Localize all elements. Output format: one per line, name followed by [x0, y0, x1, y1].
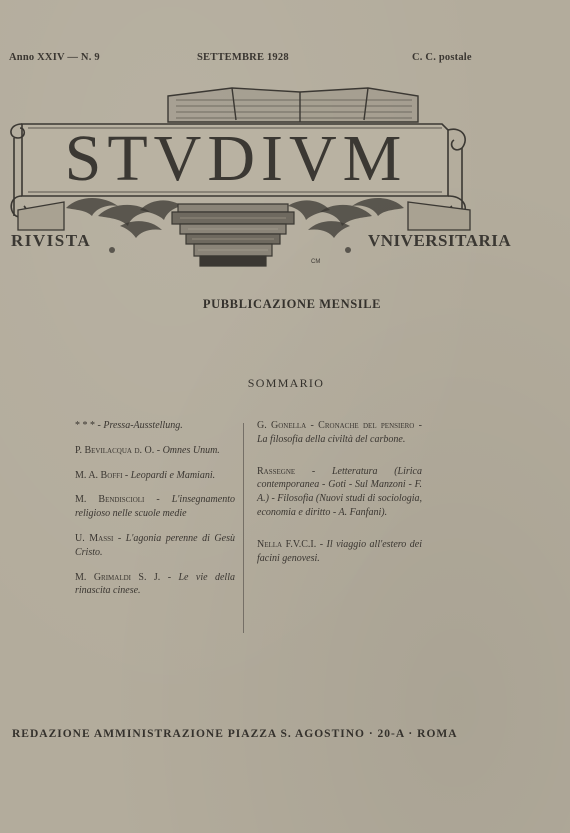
contents-entry: M. A. Boffi - Leopardi e Mamiani.: [75, 469, 216, 481]
entry-title: Pressa-Ausstellung.: [103, 420, 183, 431]
entry-title: Letteratura (Lirica contemporanea - Goti - Sul Manzoni - F. A.) - Filosofia (Nuovi studi di sociologia, economia e diritto - A. Fanfani).: [257, 465, 422, 518]
column-divider: [243, 423, 244, 633]
entry-title: Omnes Unum.: [162, 444, 220, 456]
contents-entry: M. Bendiscioli - L'insegnamento religioso nelle scuole medie: [75, 494, 235, 520]
issue-date: SETTEMBRE 1928: [197, 52, 289, 63]
contents-entry: M. Grimaldi S. J. - Le vie della rinascita cinese.: [75, 571, 235, 597]
editorial-address: REDAZIONE AMMINISTRAZIONE PIAZZA S. AGOSTINO · 20-A · ROMA: [12, 728, 458, 740]
entry-author: P. Bevilacqua d. O.: [75, 444, 155, 456]
masthead-title: STVDIVM: [64, 122, 408, 195]
entry-author: * * *: [75, 420, 95, 431]
contents-entry: * * * - Pressa-Ausstellung.: [75, 420, 183, 431]
artist-monogram: CM: [311, 259, 321, 265]
entry-title: Le vie della rinascita cinese.: [75, 571, 235, 597]
masthead-right-word: VNIVERSITARIA: [368, 231, 512, 250]
entry-author: Rassegne: [257, 465, 296, 477]
entry-author: U. Massi: [75, 532, 114, 544]
contents-left-column: [75, 419, 235, 609]
contents-heading: SOMMARIO: [247, 376, 325, 390]
entry-title: Leopardi e Mamiani.: [130, 469, 216, 481]
entry-title: La filosofia della civiltà del carbone.: [257, 433, 406, 445]
contents-entry: P. Bevilacqua d. O. - Omnes Unum.: [75, 444, 220, 456]
masthead: [0, 78, 570, 278]
publication-frequency: PUBBLICAZIONE MENSILE: [202, 297, 382, 311]
issue-number: Anno XXIV — N. 9: [9, 52, 100, 63]
entry-author: M. Bendiscioli: [75, 494, 145, 506]
entry-author: M. A. Boffi: [75, 469, 123, 481]
contents-right-column: [257, 419, 422, 576]
contents-entry: Nella F.V.C.I. - Il viaggio all'estero dei facini genovesi.: [257, 538, 422, 564]
contents-entry: G. Gonella - Cronache del pensiero - La filosofia della civiltà del carbone.: [257, 420, 422, 445]
entry-title: L'insegnamento religioso nelle scuole medie: [75, 494, 235, 520]
entry-title: L'agonia perenne di Gesù Cristo.: [75, 532, 235, 558]
entry-author: G. Gonella - Cronache del pensiero: [257, 420, 415, 431]
masthead-left-word: RIVISTA: [11, 231, 92, 250]
contents-entry: Rassegne - Letteratura (Lirica contemporanea - Goti - Sul Manzoni - F. A.) - Filosofia (Nuovi studi di sociologia, economia e diritto - A. Fanfani).: [257, 465, 422, 518]
entry-author: Nella F.V.C.I.: [257, 538, 317, 550]
entry-author: M. Grimaldi S. J.: [75, 571, 161, 583]
contents-entry: U. Massi - L'agonia perenne di Gesù Cristo.: [75, 532, 235, 558]
entry-title: Il viaggio all'estero dei facini genovesi.: [257, 538, 422, 564]
postal-note: C. C. postale: [412, 52, 472, 63]
